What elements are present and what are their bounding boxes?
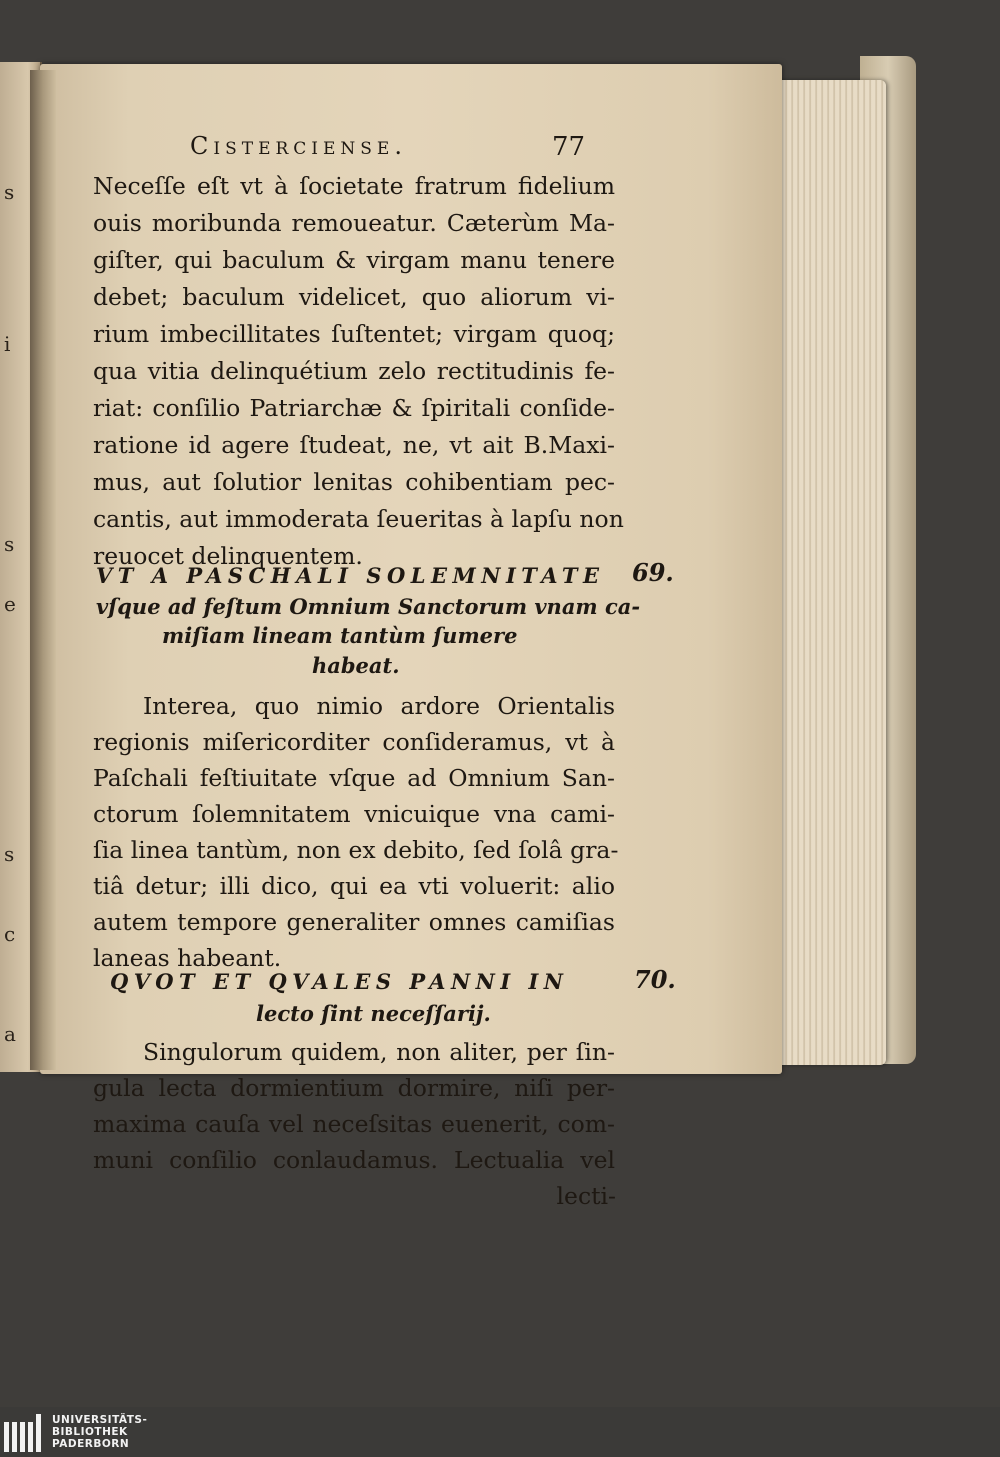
section-number: 70.: [634, 965, 676, 994]
text-line: qua vitia delinquétium zelo rectitudinis fe-: [93, 357, 615, 385]
section-heading: lecto ſint neceſſarij.: [256, 1001, 491, 1026]
section-heading: habeat.: [312, 653, 400, 678]
page-stack-edge: [776, 80, 886, 1065]
margin-fragment: i: [4, 332, 11, 356]
logo-line: PADERBORN: [52, 1438, 130, 1450]
text-line: gula lecta dormientium dormire, niſi per-: [93, 1074, 615, 1102]
margin-fragment: c: [4, 922, 16, 946]
text-line: reuocet delinquentem.: [93, 542, 363, 570]
text-line: debet; baculum videlicet, quo aliorum vi-: [93, 283, 615, 311]
text-line: ſia linea tantùm, non ex debito, ſed ſolâ gra-: [93, 836, 619, 864]
margin-fragment: a: [4, 1022, 16, 1046]
margin-fragment: s: [4, 180, 15, 204]
text-line: regionis miſericorditer conſideramus, vt à: [93, 728, 615, 756]
text-line: Neceſſe eſt vt à ſocietate fratrum fidelium: [93, 172, 615, 200]
text-line: ratione id agere ſtudeat, ne, vt ait B.Maxi-: [93, 431, 615, 459]
catchword: lecti-: [556, 1182, 616, 1210]
library-footer: [0, 1407, 1000, 1457]
text-line: muni conſilio conlaudamus. Lectualia vel: [93, 1146, 615, 1174]
text-line: Paſchali feſtiuitate vſque ad Omnium San-: [93, 764, 615, 792]
text-line: mus, aut ſolutior lenitas cohibentiam pec-: [93, 468, 615, 496]
text-line: Singulorum quidem, non aliter, per ſin-: [143, 1038, 615, 1066]
margin-fragment: s: [4, 532, 15, 556]
text-line: tiâ detur; illi dico, qui ea vti voluerit: alio: [93, 872, 615, 900]
text-line: Interea, quo nimio ardore Orientalis: [143, 692, 615, 720]
library-logo-icon: [4, 1414, 44, 1452]
text-line: cantis, aut immoderata ſeueritas à lapſu non: [93, 505, 624, 533]
text-line: ctorum ſolemnitatem vnicuique vna cami-: [93, 800, 615, 828]
section-heading: miſiam lineam tantùm ſumere: [162, 623, 518, 648]
text-line: autem tempore generaliter omnes camiſias: [93, 908, 615, 936]
text-line: ouis moribunda remoueatur. Cæterùm Ma-: [93, 209, 615, 237]
margin-fragment: e: [4, 592, 16, 616]
text-line: maxima cauſa vel neceſsitas euenerit, com-: [93, 1110, 615, 1138]
logo-line: UNIVERSITÄTS-: [52, 1414, 148, 1426]
section-heading: vſque ad feſtum Omnium Sanctorum vnam ca-: [96, 594, 641, 619]
section-number: 69.: [632, 558, 674, 587]
text-line: rium imbecillitates ſuſtentet; virgam quoq;: [93, 320, 615, 348]
section-heading: VT A PASCHALI SOLEMNITATE: [96, 563, 605, 588]
text-line: giſter, qui baculum & virgam manu tenere: [93, 246, 615, 274]
text-line: laneas habeant.: [93, 944, 282, 972]
text-line: riat: conſilio Patriarchæ & ſpiritali conſide-: [93, 394, 615, 422]
margin-fragment: s: [4, 842, 15, 866]
logo-line: BIBLIOTHEK: [52, 1426, 128, 1438]
section-heading: QVOT ET QVALES PANNI IN: [110, 969, 569, 994]
running-head-title: Cistercienſe.: [190, 132, 407, 160]
running-head: [190, 132, 610, 166]
page-number: 77: [552, 132, 586, 162]
library-logo-text: [52, 1414, 147, 1450]
book-gutter: [30, 70, 56, 1070]
